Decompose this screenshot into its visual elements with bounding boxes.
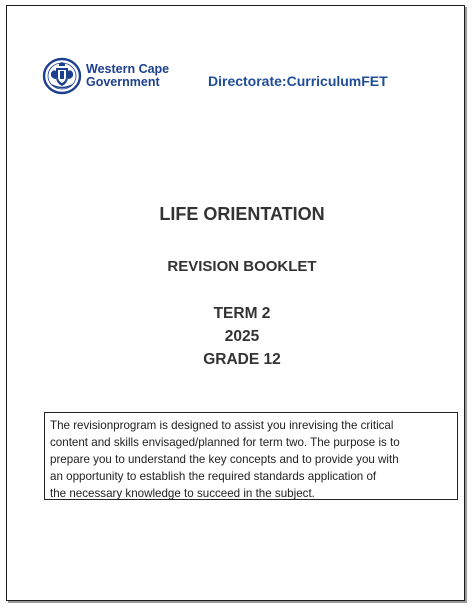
coat-of-arms-icon — [42, 57, 82, 95]
intro-line: content and skills envisaged/planned for term two. The purpose is to — [50, 436, 400, 449]
document-subtitle: REVISION BOOKLET — [167, 258, 317, 275]
term-label: TERM 2 — [213, 305, 271, 322]
grade-label: GRADE 12 — [203, 351, 281, 368]
intro-text-box — [44, 412, 458, 500]
logo-line-1: Western Cape — [86, 62, 170, 76]
western-cape-government-logo — [42, 57, 169, 95]
directorate-heading: Directorate:CurriculumFET — [208, 73, 388, 89]
intro-line: prepare you to understand the key concepts and to provide you with — [50, 453, 399, 466]
year-label: 2025 — [224, 328, 260, 345]
logo-line-2: Government — [86, 75, 160, 89]
intro-line: an opportunity to establish the required standards application of — [50, 470, 377, 483]
intro-line: The revisionprogram is designed to assist you inrevising the critical — [50, 419, 394, 432]
logo-wordmark — [86, 63, 169, 89]
document-title: LIFE ORIENTATION — [159, 204, 325, 224]
intro-line: the necessary knowledge to succeed in the subject. — [50, 487, 315, 500]
